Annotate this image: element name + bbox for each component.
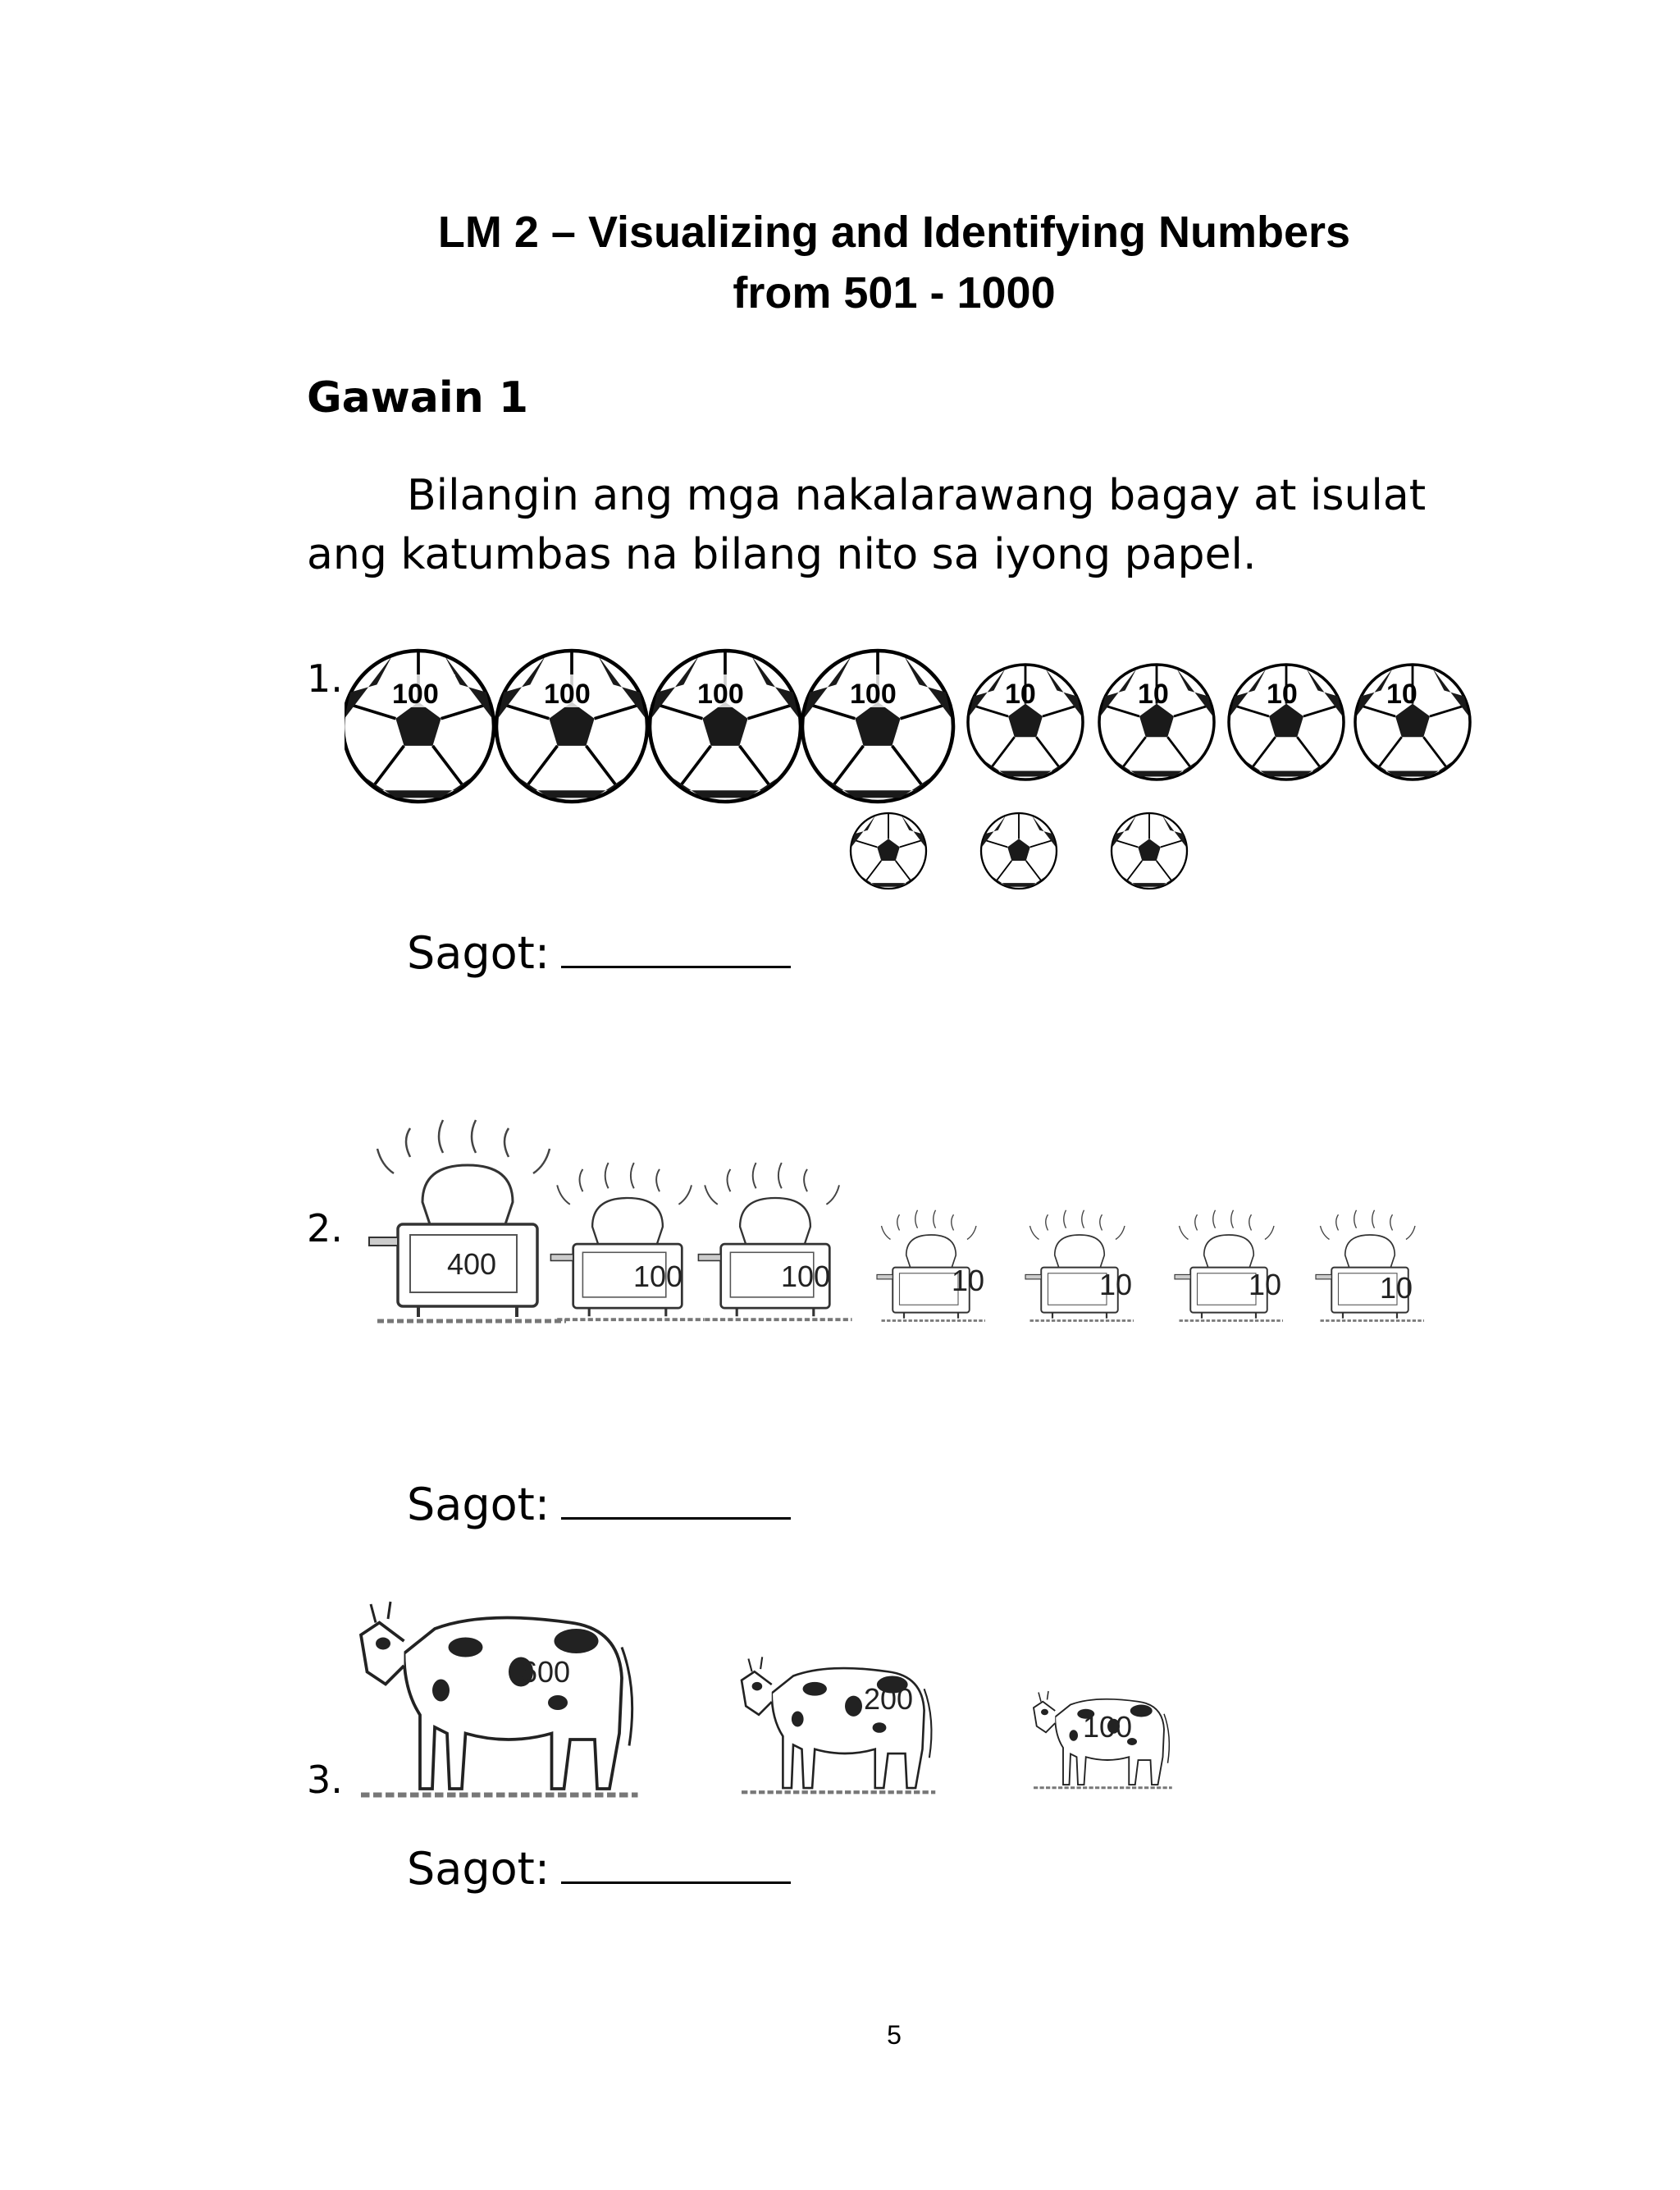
answer-label: Sagot:: [407, 1479, 550, 1530]
page-number: 5: [887, 2020, 902, 2050]
toasters-illustration: [361, 1083, 1501, 1354]
ball-label: 100: [392, 679, 439, 710]
ball-100-4: [802, 651, 953, 802]
instruction-line-1: Bilangin ang mga nakalarawang bagay at isulat: [407, 471, 1427, 520]
toaster-label: 400: [447, 1247, 497, 1281]
ball-1-3: [1112, 813, 1187, 889]
answer-blank[interactable]: [561, 1484, 791, 1520]
toaster-10-2: [1025, 1210, 1134, 1321]
ball-label: 10: [1386, 679, 1418, 710]
item-1-number: 1.: [307, 656, 343, 701]
ball-100-3: [650, 651, 801, 802]
toaster-100-1: [550, 1163, 704, 1319]
toaster-100-2: [698, 1163, 851, 1319]
item-1-answer: [407, 927, 791, 979]
cow-label: 200: [864, 1682, 914, 1716]
soccer-balls-illustration: [345, 640, 1485, 903]
cow-label: 100: [1083, 1710, 1133, 1744]
answer-blank[interactable]: [561, 1849, 791, 1884]
toaster-label: 100: [633, 1260, 683, 1293]
ball-1-1: [851, 813, 926, 889]
toaster-400: [369, 1120, 566, 1321]
item-3-answer: [407, 1843, 791, 1895]
instruction-line-2: ang katumbas na bilang nito sa iyong papel.: [307, 530, 1257, 579]
ball-label: 10: [1267, 679, 1298, 710]
item-2-number: 2.: [307, 1206, 343, 1250]
cows-illustration: [353, 1559, 1255, 1805]
ball-label: 100: [544, 679, 591, 710]
ball-1-2: [981, 813, 1057, 889]
answer-label: Sagot:: [407, 927, 550, 979]
cow-200: [742, 1657, 935, 1792]
ball-label: 100: [850, 679, 897, 710]
ball-label: 100: [697, 679, 744, 710]
ball-100-1: [345, 651, 494, 802]
toaster-label: 10: [952, 1264, 985, 1297]
toaster-label: 10: [1249, 1268, 1282, 1301]
item-3-number: 3.: [307, 1758, 343, 1802]
toaster-label: 10: [1380, 1271, 1413, 1305]
title-line-2: from 501 - 1000: [733, 268, 1056, 318]
answer-blank[interactable]: [561, 933, 791, 968]
toaster-label: 10: [1099, 1268, 1133, 1301]
cow-label: 600: [521, 1655, 571, 1689]
title-line-1: LM 2 – Visualizing and Identifying Numbers: [437, 208, 1351, 257]
ball-label: 10: [1138, 679, 1169, 710]
ball-100-2: [496, 651, 647, 802]
item-2-answer: [407, 1479, 791, 1530]
toaster-10-3: [1175, 1210, 1283, 1321]
cow-600: [361, 1602, 638, 1795]
toaster-label: 100: [781, 1260, 831, 1293]
answer-label: Sagot:: [407, 1843, 550, 1895]
ball-label: 10: [1005, 679, 1036, 710]
activity-title: Gawain 1: [307, 373, 529, 423]
